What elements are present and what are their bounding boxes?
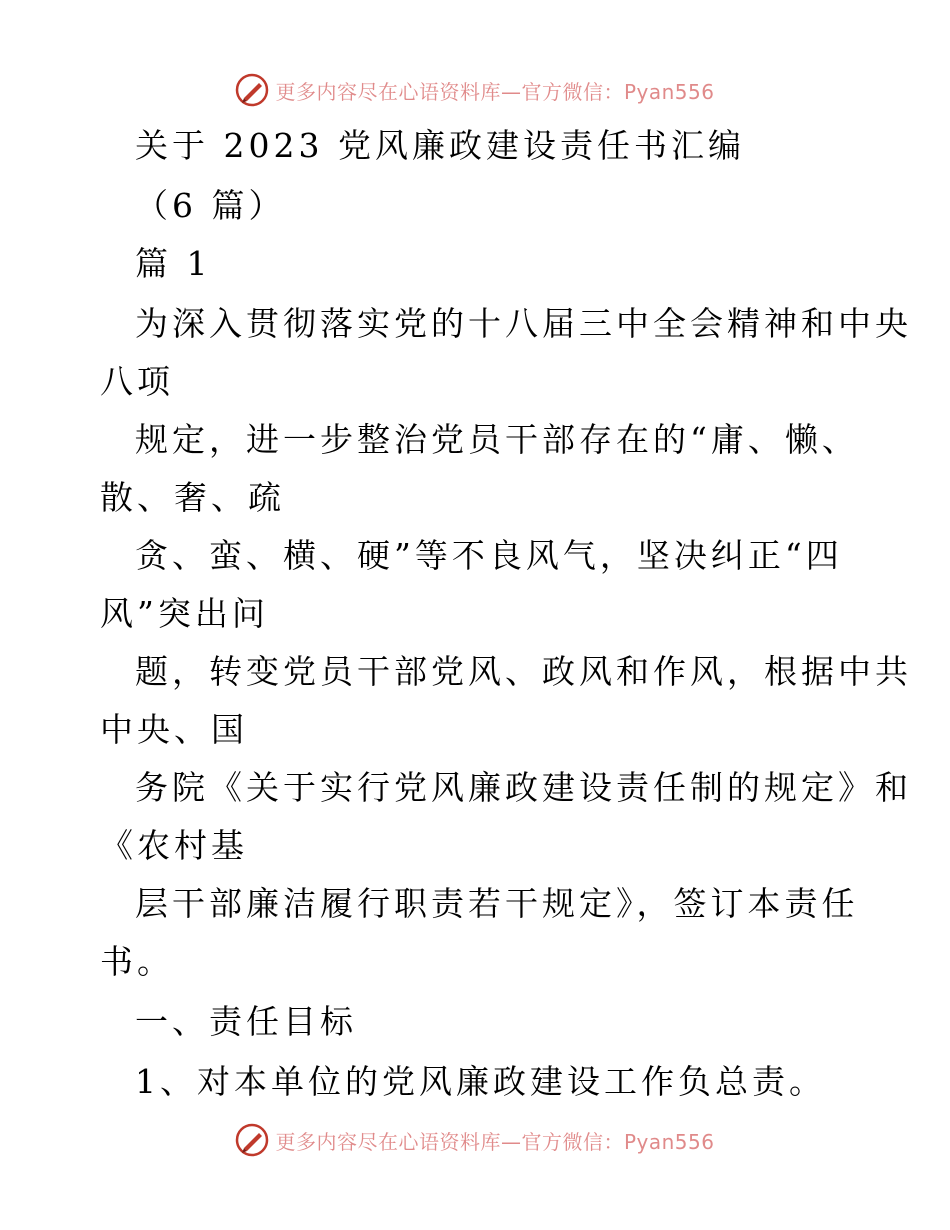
pen-circle-logo-icon — [235, 1123, 269, 1157]
paragraph-line: 题，转变党员干部党风、政风和作风，根据中共 — [135, 652, 912, 691]
paragraph-line: 《农村基 — [100, 826, 248, 865]
list-item: 1、对本单位的党风廉政建设工作负总责。 — [135, 1062, 826, 1101]
paragraph-line: 八项 — [100, 362, 174, 401]
paragraph-line: 务院《关于实行党风廉政建设责任制的规定》和 — [135, 768, 912, 807]
paragraph-line: 规定，进一步整治党员干部存在的“庸、懒、 — [135, 420, 859, 459]
section-label: 篇 1 — [135, 244, 212, 283]
footer-banner-text: 更多内容尽在心语资料库—官方微信：Pyan556 — [275, 1129, 715, 1154]
section-heading: 一、责任目标 — [135, 1002, 357, 1041]
paragraph-line: 风”突出问 — [100, 594, 269, 633]
header-banner-text: 更多内容尽在心语资料库—官方微信：Pyan556 — [275, 79, 715, 104]
document-title-line2: （6 篇） — [135, 186, 286, 225]
paragraph-line: 贪、蛮、横、硬”等不良风气，坚决纠正“四 — [135, 536, 843, 575]
paragraph-line: 层干部廉洁履行职责若干规定》，签订本责任 — [135, 884, 859, 923]
pen-circle-logo-icon — [235, 73, 269, 107]
header-banner — [0, 70, 950, 110]
paragraph-line: 书。 — [100, 942, 174, 981]
document-title-line1: 关于 2023 党风廉政建设责任书汇编 — [135, 126, 745, 165]
paragraph-line: 中央、国 — [100, 710, 248, 749]
footer-banner — [0, 1120, 950, 1160]
paragraph-line: 散、奢、疏 — [100, 478, 285, 517]
paragraph-line: 为深入贯彻落实党的十八届三中全会精神和中央 — [135, 304, 912, 343]
